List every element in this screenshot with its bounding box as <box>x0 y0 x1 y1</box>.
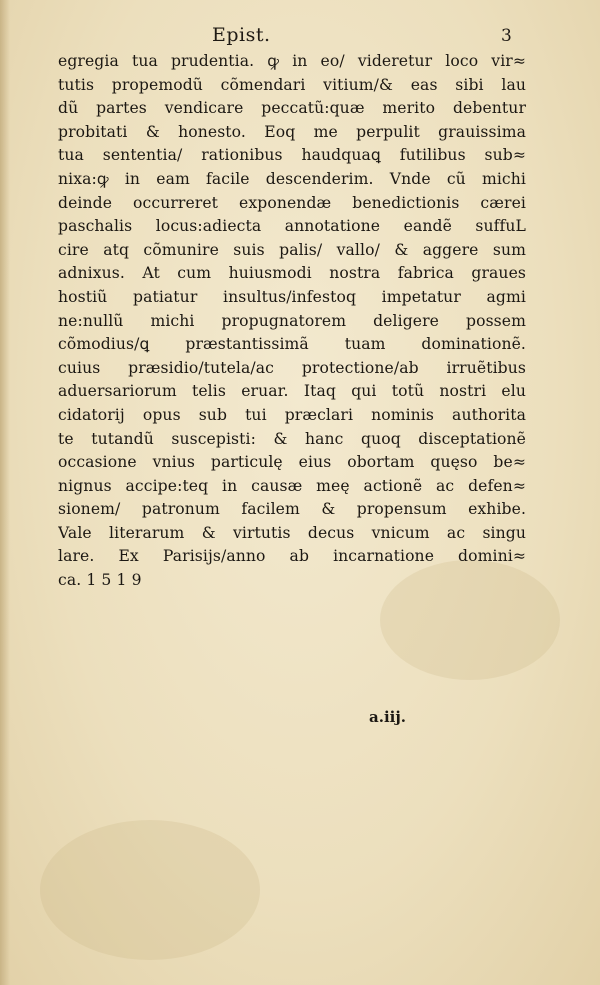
page-header <box>0 24 600 50</box>
text-line: lare. Ex Parisijs/anno ab incarnatione domini≈ <box>58 547 526 566</box>
folio-number: 3 <box>501 26 512 46</box>
page-edge-shadow <box>0 0 10 985</box>
text-line: cuius præsidio/tutela/ac protectione/ab irruẽtibus <box>58 358 526 377</box>
letter-text-block <box>58 50 526 593</box>
signature-mark: a.iij. <box>369 708 406 726</box>
text-line: paschalis locus:adiecta annotatione eandẽ suffuL <box>58 217 526 236</box>
text-line: tutis propemodũ cõmendari vitium/& eas sibi lau <box>58 75 526 94</box>
text-line: cõmodius/ꝗ præstantissimã tuam dominationẽ. <box>58 335 526 354</box>
text-line: nixa:ꝙ in eam facile descenderim. Vnde cũ michi <box>58 169 526 188</box>
text-line: Vale literarum & virtutis decus vnicum ac singu <box>58 523 526 542</box>
text-line: probitati & honesto. Eoq me perpulit grauissima <box>58 122 526 141</box>
running-head: Epist. <box>212 24 271 46</box>
text-line: cidatorij opus sub tui præclari nominis authorita <box>58 405 526 424</box>
text-line: deinde occurreret exponendæ benedictionis cærei <box>58 193 526 212</box>
text-line: egregia tua prudentia. ꝙ in eo/ videretur loco vir≈ <box>58 52 526 70</box>
text-line: nignus accipe:teq in causæ meę actionẽ ac defen≈ <box>58 476 526 495</box>
text-line: te tutandũ suscepisti: & hanc quoq disceptationẽ <box>58 429 526 448</box>
text-line: occasione vnius particulę eius obortam quęso be≈ <box>58 453 526 472</box>
text-line: aduersariorum telis eruar. Itaq qui totũ nostri elu <box>58 382 526 401</box>
text-line: adnixus. At cum huiusmodi nostra fabrica graues <box>58 264 526 283</box>
text-line: tua sententia/ rationibus haudquaꝗ futilibus sub≈ <box>58 146 526 165</box>
text-line-final: ca. 1 5 1 9 <box>58 571 142 590</box>
text-line: ne:nullũ michi propugnatorem deligere possem <box>58 311 526 330</box>
text-line: sionem/ patronum facilem & propensum exhibe. <box>58 500 526 519</box>
text-line: hostiũ patiatur insultus/infestoq impetatur agmi <box>58 287 526 306</box>
text-line: cire atq cõmunire suis palis/ vallo/ & aggere sum <box>58 240 526 259</box>
text-line: dũ partes vendicare peccatũ:quæ merito debentur <box>58 99 526 118</box>
paper-stain <box>40 820 260 960</box>
